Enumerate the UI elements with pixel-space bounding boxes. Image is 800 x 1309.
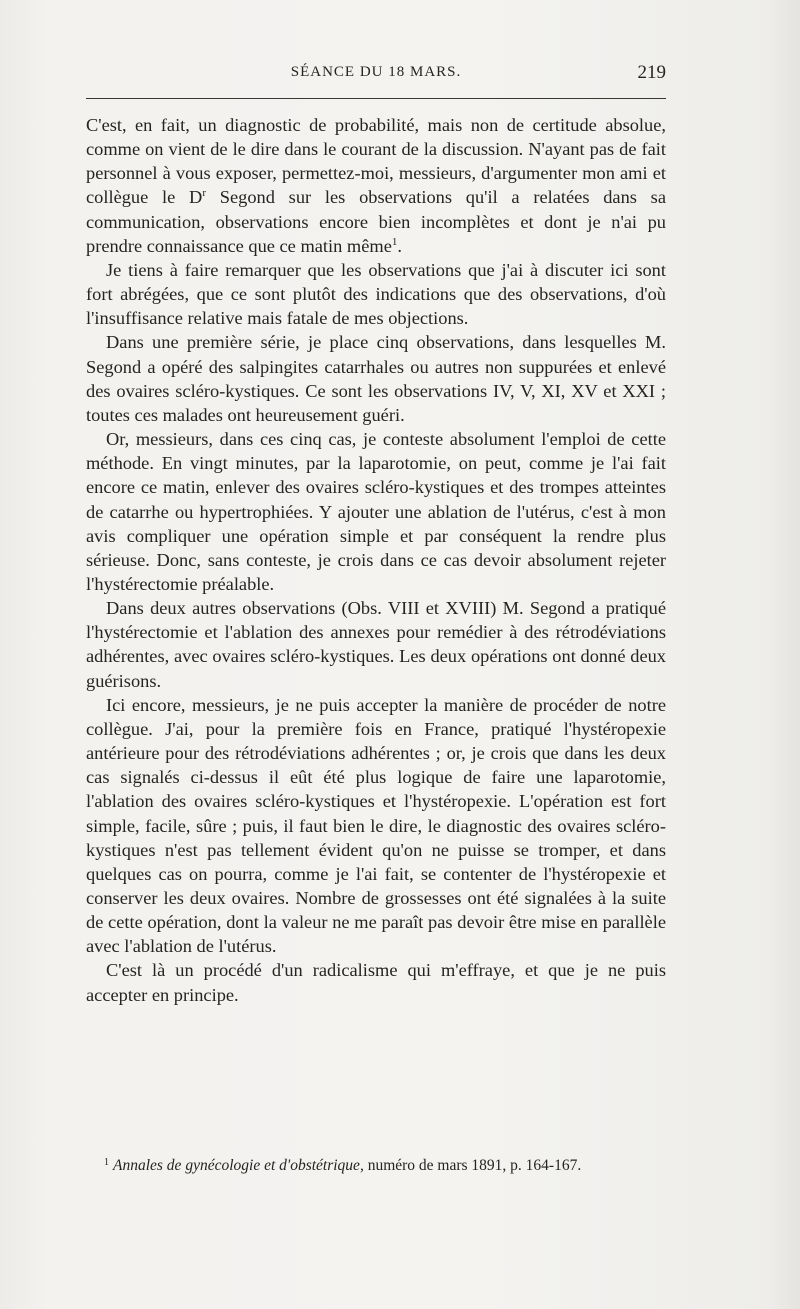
paragraph-1 [86, 113, 666, 258]
header-rule [86, 98, 666, 99]
page-number: 219 [637, 62, 666, 83]
doctor-abbrev-superscript: r [202, 187, 207, 200]
paragraph-3: Dans une première série, je place cinq observations, dans lesquelles M. Segond a opéré des salpingites catarrhales ou autres non suppurées et enlevé des ovaires scléro-kystiques. Ce sont les observations IV, V, XI, XV et XXI ; toutes ces malades ont heureusement guéri. [86, 332, 666, 425]
paragraph-7: C'est là un procédé d'un radicalisme qui m'effraye, et que je ne puis accepter en principe. [86, 960, 666, 1005]
paragraph-1-end: . [397, 235, 402, 256]
paragraph-1-text: C'est, en fait, un diagnostic de probabilité, mais non de certitude absolue, comme on vient de le dire dans le courant de la discussion. N'ayant pas de fait personnel à vous exposer, permettez-moi, messieurs, d'argumenter mon ami et collègue le D [86, 115, 666, 208]
page-header [86, 64, 666, 88]
paragraph-4: Or, messieurs, dans ces cinq cas, je conteste absolument l'emploi de cette méthode. En vingt minutes, par la laparotomie, on peut, comme je l'ai fait encore ce matin, enlever des ovaires scléro-kystiques et des trompes atteintes de catarrhe ou hypertrophiées. Y ajouter une ablation de l'utérus, c'est à mon avis compliquer une opération simple et par conséquent la rendre plus sérieuse. Donc, sans conteste, je crois dans ce cas devoir absolument rejeter l'hystérectomie préalable. [86, 429, 666, 594]
paragraph-6: Ici encore, messieurs, je ne puis accepter la manière de procéder de notre collègue. J'ai, pour la première fois en France, pratiqué l'hystéropexie antérieure pour des rétrodéviations adhérentes ; or, je crois que dans les deux cas signalés ci-dessus il eût été plus logique de faire une laparotomie, l'ablation des ovaires scléro-kystiques et l'hystéropexie. L'opération est fort simple, facile, sûre ; puis, il faut bien le dire, le diagnostic des ovaires scléro-kystiques n'est pas tellement évident qu'on ne puisse se tromper, et dans quelques cas on pourra, comme je l'ai fait, se contenter de l'hystéropexie et conserver les deux ovaires. Nombre de grossesses ont été signalées à la suite de cette opération, dont la valeur ne me paraît pas devoir être mise en parallèle avec l'ablation de l'utérus. [86, 694, 666, 957]
running-head: SÉANCE DU 18 MARS. [290, 64, 462, 80]
body-text [86, 113, 666, 1007]
paragraph-2: Je tiens à faire remarquer que les observations que j'ai à discuter ici sont fort abrégées, que ce sont plutôt des indications que des observations, d'où l'insuffisance relative mais fatale de mes objections. [86, 259, 666, 329]
footnote-mark: 1 [104, 1157, 109, 1168]
paragraph-1-text-continued: Segond sur les observations qu'il a relatées dans sa communication, observations encore bien incomplètes et dont je n'ai pu prendre connaissance que ce matin même [86, 187, 667, 256]
paragraph-5: Dans deux autres observations (Obs. VIII et XVIII) M. Segond a pratiqué l'hystérectomie et l'ablation des annexes pour remédier à des rétrodéviations adhérentes, avec ovaires scléro-kystiques. Les deux opérations ont donné deux guérisons. [86, 598, 666, 691]
footnote [104, 1153, 674, 1176]
footnote-journal-title: Annales de gynécologie et d'obstétrique, [113, 1157, 364, 1174]
footnote-citation: numéro de mars 1891, p. 164-167. [363, 1157, 582, 1174]
footnote-reference: 1 [391, 235, 398, 248]
